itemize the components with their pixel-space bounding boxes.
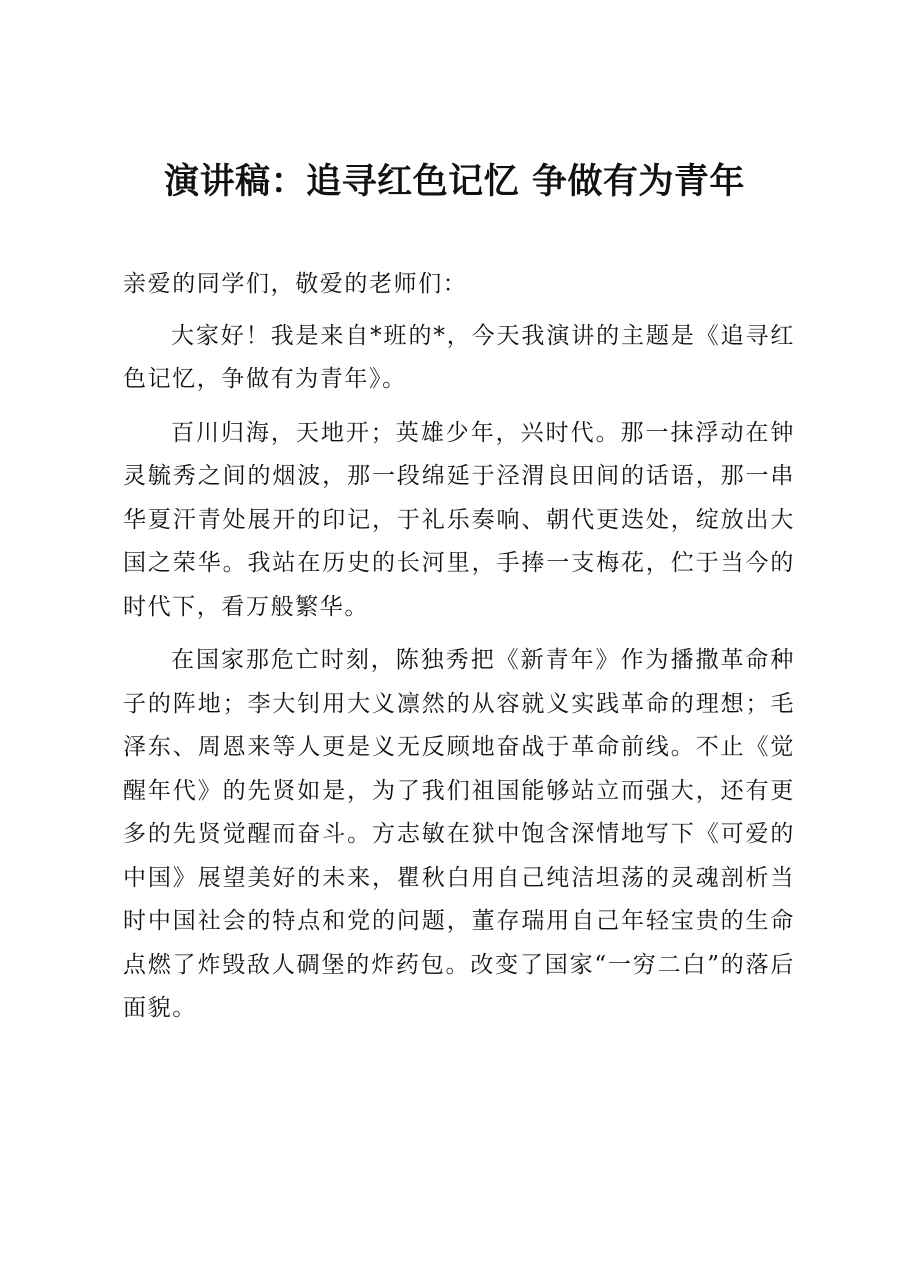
- document-body: [123, 263, 795, 1041]
- document-title: 演讲稿：追寻红色记忆 争做有为青年: [164, 161, 745, 202]
- paragraph-revolution: 在国家那危亡时刻，陈独秀把《新青年》作为播撒革命种子的阵地；李大钊用大义凛然的从容就义实践革命的理想；毛泽东、周恩来等人更是义无反顾地奋战于革命前线。不止《觉醒年代》的先贤如是，为了我们祖国能够站立而强大，还有更多的先贤觉醒而奋斗。方志敏在狱中饱含深情地写下《可爱的中国》展望美好的未来，瞿秋白用自己纯洁坦荡的灵魂剖析当时中国社会的特点和党的问题，董存瑞用自己年轻宝贵的生命点燃了炸毁敌人碉堡的炸药包。改变了国家“一穷二白”的落后面貌。: [123, 647, 795, 1021]
- salutation: 亲爱的同学们，敬爱的老师们：: [123, 271, 468, 297]
- paragraph-history: 百川归海，天地开；英雄少年，兴时代。那一抹浮动在钟灵毓秀之间的烟波，那一段绵延于泾渭良田间的话语，那一串华夏汗青处展开的印记，于礼乐奏响、朝代更迭处，绽放出大国之荣华。我站在历史的长河里，手捧一支梅花，伫于当今的时代下，看万般繁华。: [123, 419, 795, 620]
- paragraph-greeting: 大家好！我是来自*班的*，今天我演讲的主题是《追寻红色记忆，争做有为青年》。: [123, 322, 795, 392]
